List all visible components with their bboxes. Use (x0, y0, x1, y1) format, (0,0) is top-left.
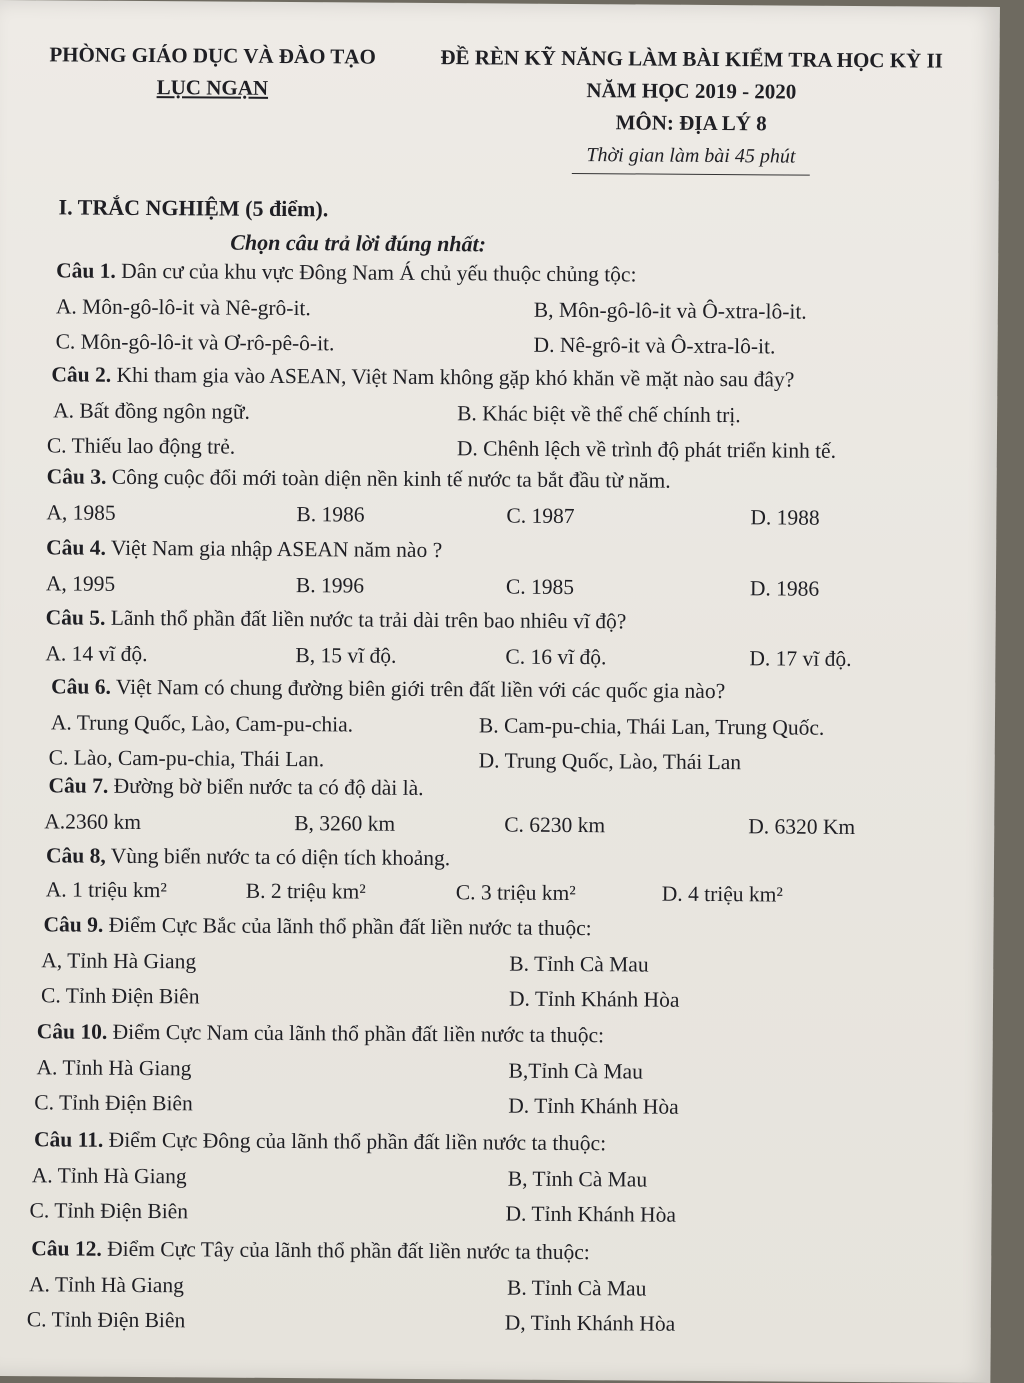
question-7-option-d: D. 6320 Km (748, 814, 856, 839)
question-5-text (46, 605, 627, 634)
question-8-option-b: B. 2 triệu km² (245, 878, 366, 904)
question-11-option-b: B, Tỉnh Cà Mau (507, 1166, 648, 1192)
question-2-option-c: C. Thiếu lao động trẻ. (46, 433, 236, 459)
question-prompt: Điểm Cực Nam của lãnh thổ phần đất liền nước ta thuộc: (107, 1019, 605, 1048)
question-prompt: Điểm Cực Bắc của lãnh thổ phần đất liền nước ta thuộc: (103, 912, 592, 941)
question-9-option-b: B. Tỉnh Cà Mau (509, 951, 649, 977)
question-3-option-b: B. 1986 (296, 502, 365, 527)
question-label: Câu 2. (51, 362, 112, 387)
question-3-option-d: D. 1988 (750, 505, 820, 530)
question-1-text (56, 258, 637, 287)
question-2-option-d: D. Chênh lệch về trình độ phát triển kinh tế. (456, 436, 837, 463)
question-label: Câu 3. (46, 464, 107, 489)
question-label: Câu 6. (51, 674, 112, 699)
question-10-option-a: A. Tỉnh Hà Giang (36, 1055, 192, 1081)
question-prompt: Việt Nam có chung đường biên giới trên đất liền với các quốc gia nào? (110, 674, 726, 704)
question-11-text (34, 1127, 606, 1156)
question-7-text (48, 773, 423, 801)
question-7-option-a: A.2360 km (44, 809, 142, 835)
question-12-option-c: C. Tỉnh Điện Biên (26, 1307, 186, 1333)
question-8-option-d: D. 4 triệu km² (661, 881, 783, 907)
question-1-option-d: D. Nê-grô-it và Ô-xtra-lô-it. (533, 332, 776, 359)
question-prompt: Vùng biển nước ta có diện tích khoảng. (105, 843, 451, 871)
subject: MÔN: ĐỊA LÝ 8 (615, 110, 767, 136)
question-3-text (47, 464, 671, 493)
question-12-option-b: B. Tỉnh Cà Mau (506, 1275, 647, 1301)
question-prompt: Điểm Cực Tây của lãnh thổ phần đất liền nước ta thuộc: (101, 1236, 590, 1265)
section-instruction: Chọn câu trả lời đúng nhất: (230, 229, 487, 257)
question-label: Câu 8, (45, 843, 106, 868)
question-5-option-a: A. 14 vĩ độ. (45, 641, 148, 667)
question-prompt: Lãnh thổ phần đất liền nước ta trải dài trên bao nhiêu vĩ độ? (105, 605, 627, 634)
exam-title: ĐỀ RÈN KỸ NĂNG LÀM BÀI KIỂM TRA HỌC KỲ II (440, 45, 943, 73)
question-11-option-a: A. Tỉnh Hà Giang (31, 1163, 187, 1189)
question-6-option-d: D. Trung Quốc, Lào, Thái Lan (478, 748, 742, 775)
question-4-option-a: A, 1995 (45, 571, 116, 596)
question-prompt: Điểm Cực Đông của lãnh thổ phần đất liền nước ta thuộc: (103, 1127, 607, 1156)
question-9-option-c: C. Tỉnh Điện Biên (40, 983, 200, 1009)
question-8-text (46, 843, 450, 871)
question-10-option-b: B,Tỉnh Cà Mau (508, 1058, 643, 1084)
question-6-option-c: C. Lào, Cam-pu-chia, Thái Lan. (48, 745, 325, 772)
question-prompt: Việt Nam gia nhập ASEAN năm nào ? (105, 535, 443, 563)
question-6-option-b: B. Cam-pu-chia, Thái Lan, Trung Quốc. (478, 713, 825, 740)
question-12-text (31, 1236, 590, 1265)
department-header (37, 38, 387, 104)
question-9-option-d: D. Tỉnh Khánh Hòa (508, 986, 680, 1012)
question-5-option-d: D. 17 vĩ độ. (749, 646, 852, 671)
question-label: Câu 11. (33, 1127, 104, 1152)
question-label: Câu 12. (31, 1236, 102, 1261)
question-3-option-c: C. 1987 (506, 503, 575, 529)
question-10-option-c: C. Tỉnh Điện Biên (34, 1090, 193, 1116)
question-prompt: Công cuộc đổi mới toàn diện nền kinh tế nước ta bắt đầu từ năm. (106, 464, 671, 493)
question-1-option-c: C. Môn-gô-lô-it và Ơ-rô-pê-ô-it. (55, 329, 335, 356)
question-11-option-d: D. Tỉnh Khánh Hòa (505, 1201, 677, 1227)
question-4-text (46, 535, 442, 563)
question-4-option-c: C. 1985 (505, 574, 575, 600)
exam-header (411, 41, 972, 177)
question-7-option-b: B, 3260 km (294, 811, 396, 836)
question-5-option-c: C. 16 vĩ độ. (505, 644, 607, 670)
question-prompt: Dân cư của khu vực Đông Nam Á chủ yếu thuộc chủng tộc: (115, 258, 637, 287)
question-8-option-c: C. 3 triệu km² (455, 880, 576, 906)
question-3-option-a: A, 1985 (46, 500, 116, 525)
school-year: NĂM HỌC 2019 - 2020 (586, 78, 797, 104)
question-4-option-d: D. 1986 (749, 576, 820, 601)
section-title: I. TRẮC NGHIỆM (5 điểm). (58, 194, 329, 222)
question-label: Câu 5. (45, 605, 106, 630)
question-6-option-a: A. Trung Quốc, Lào, Cam-pu-chia. (50, 710, 354, 737)
question-prompt: Khi tham gia vào ASEAN, Việt Nam không gặp khó khăn về mặt nào sau đây? (111, 362, 795, 392)
question-4-option-b: B. 1996 (295, 573, 365, 598)
question-label: Câu 10. (36, 1019, 108, 1044)
question-label: Câu 9. (43, 912, 104, 937)
department-name: PHÒNG GIÁO DỤC VÀ ĐÀO TẠO (49, 42, 376, 69)
question-6-text (51, 674, 725, 704)
question-prompt: Đường bờ biển nước ta có độ dài là. (108, 773, 424, 800)
question-9-option-a: A, Tỉnh Hà Giang (41, 948, 197, 974)
question-2-option-a: A. Bất đồng ngôn ngữ. (53, 398, 251, 424)
question-2-option-b: B. Khác biệt về thể chế chính trị. (457, 401, 741, 428)
question-10-option-d: D. Tỉnh Khánh Hòa (508, 1093, 679, 1119)
question-5-option-b: B, 15 vĩ độ. (295, 643, 397, 668)
question-7-option-c: C. 6230 km (504, 812, 606, 838)
question-label: Câu 1. (56, 258, 116, 283)
district-name: LỤC NGẠN (156, 75, 269, 100)
question-9-text (43, 912, 591, 941)
question-11-option-c: C. Tỉnh Điện Biên (29, 1198, 189, 1224)
question-12-option-a: A. Tỉnh Hà Giang (28, 1272, 184, 1298)
question-12-option-d: D, Tỉnh Khánh Hòa (504, 1310, 676, 1336)
question-2-text (51, 362, 794, 392)
time-limit: Thời gian làm bài 45 phút (572, 139, 809, 176)
question-label: Câu 4. (46, 535, 106, 560)
question-1-option-a: A. Môn-gô-lô-it và Nê-grô-it. (55, 294, 311, 321)
question-10-text (37, 1019, 604, 1048)
question-label: Câu 7. (48, 773, 109, 798)
question-8-option-a: A. 1 triệu km² (45, 877, 167, 903)
question-1-option-b: B, Môn-gô-lô-it và Ô-xtra-lô-it. (533, 297, 807, 324)
